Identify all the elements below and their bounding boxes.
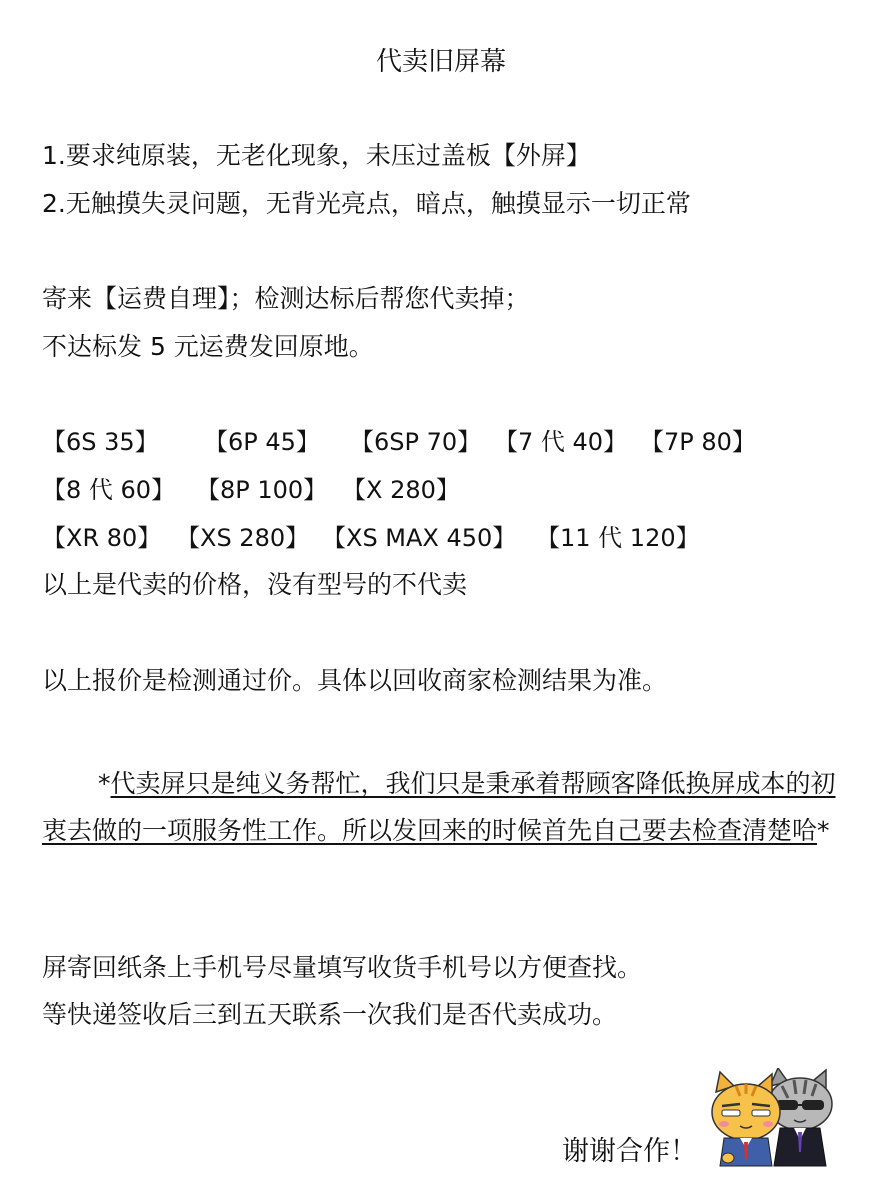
price-8p: 【8P 100】 (196, 476, 328, 504)
service-notice (42, 760, 844, 854)
shipping-line-2: 不达标发 5 元运费发回原地。 (42, 332, 374, 361)
notice-prefix: * (98, 769, 111, 798)
notice-text: 代卖屏只是纯义务帮忙，我们只是秉承着帮顾客降低换屏成本的初衷去做的一项服务性工作。所以发回来的时候首先自己要去检查清楚哈 (42, 769, 836, 845)
price-6p: 【6P 45】 (204, 428, 320, 456)
page-title: 代卖旧屏幕 (375, 47, 506, 77)
price-x: 【X 280】 (342, 476, 460, 504)
price-xs-max: 【XS MAX 450】 (322, 524, 517, 552)
price-note: 以上是代卖的价格，没有型号的不代卖 (42, 570, 468, 599)
instruction-1: 屏寄回纸条上手机号尽量填写收货手机号以方便查找。 (42, 953, 643, 982)
price-8: 【8 代 60】 (42, 476, 176, 504)
price-6s: 【6S 35】 (42, 428, 159, 456)
price-xs: 【XS 280】 (176, 524, 310, 552)
price-7p: 【7P 80】 (640, 428, 756, 456)
quote-note: 以上报价是检测通过价。具体以回收商家检测结果为准。 (42, 666, 668, 695)
requirement-2: 2.无触摸失灵问题，无背光亮点，暗点，触摸显示一切正常 (42, 189, 691, 218)
instruction-2: 等快递签收后三到五天联系一次我们是否代卖成功。 (42, 1000, 618, 1029)
price-xr: 【XR 80】 (42, 524, 162, 552)
notice-suffix: * (817, 816, 830, 845)
price-7: 【7 代 40】 (494, 428, 628, 456)
requirement-1: 1.要求纯原装，无老化现象，未压过盖板【外屏】 (42, 141, 591, 170)
orange-cat-icon (712, 1072, 780, 1166)
shipping-line-1: 寄来【运费自理】；检测达标后帮您代卖掉； (42, 284, 530, 313)
thanks-text: 谢谢合作！ (562, 1136, 697, 1167)
price-6sp: 【6SP 70】 (350, 428, 482, 456)
two-cartoon-cats-icon (708, 1068, 834, 1168)
price-11: 【11 代 120】 (536, 524, 700, 552)
